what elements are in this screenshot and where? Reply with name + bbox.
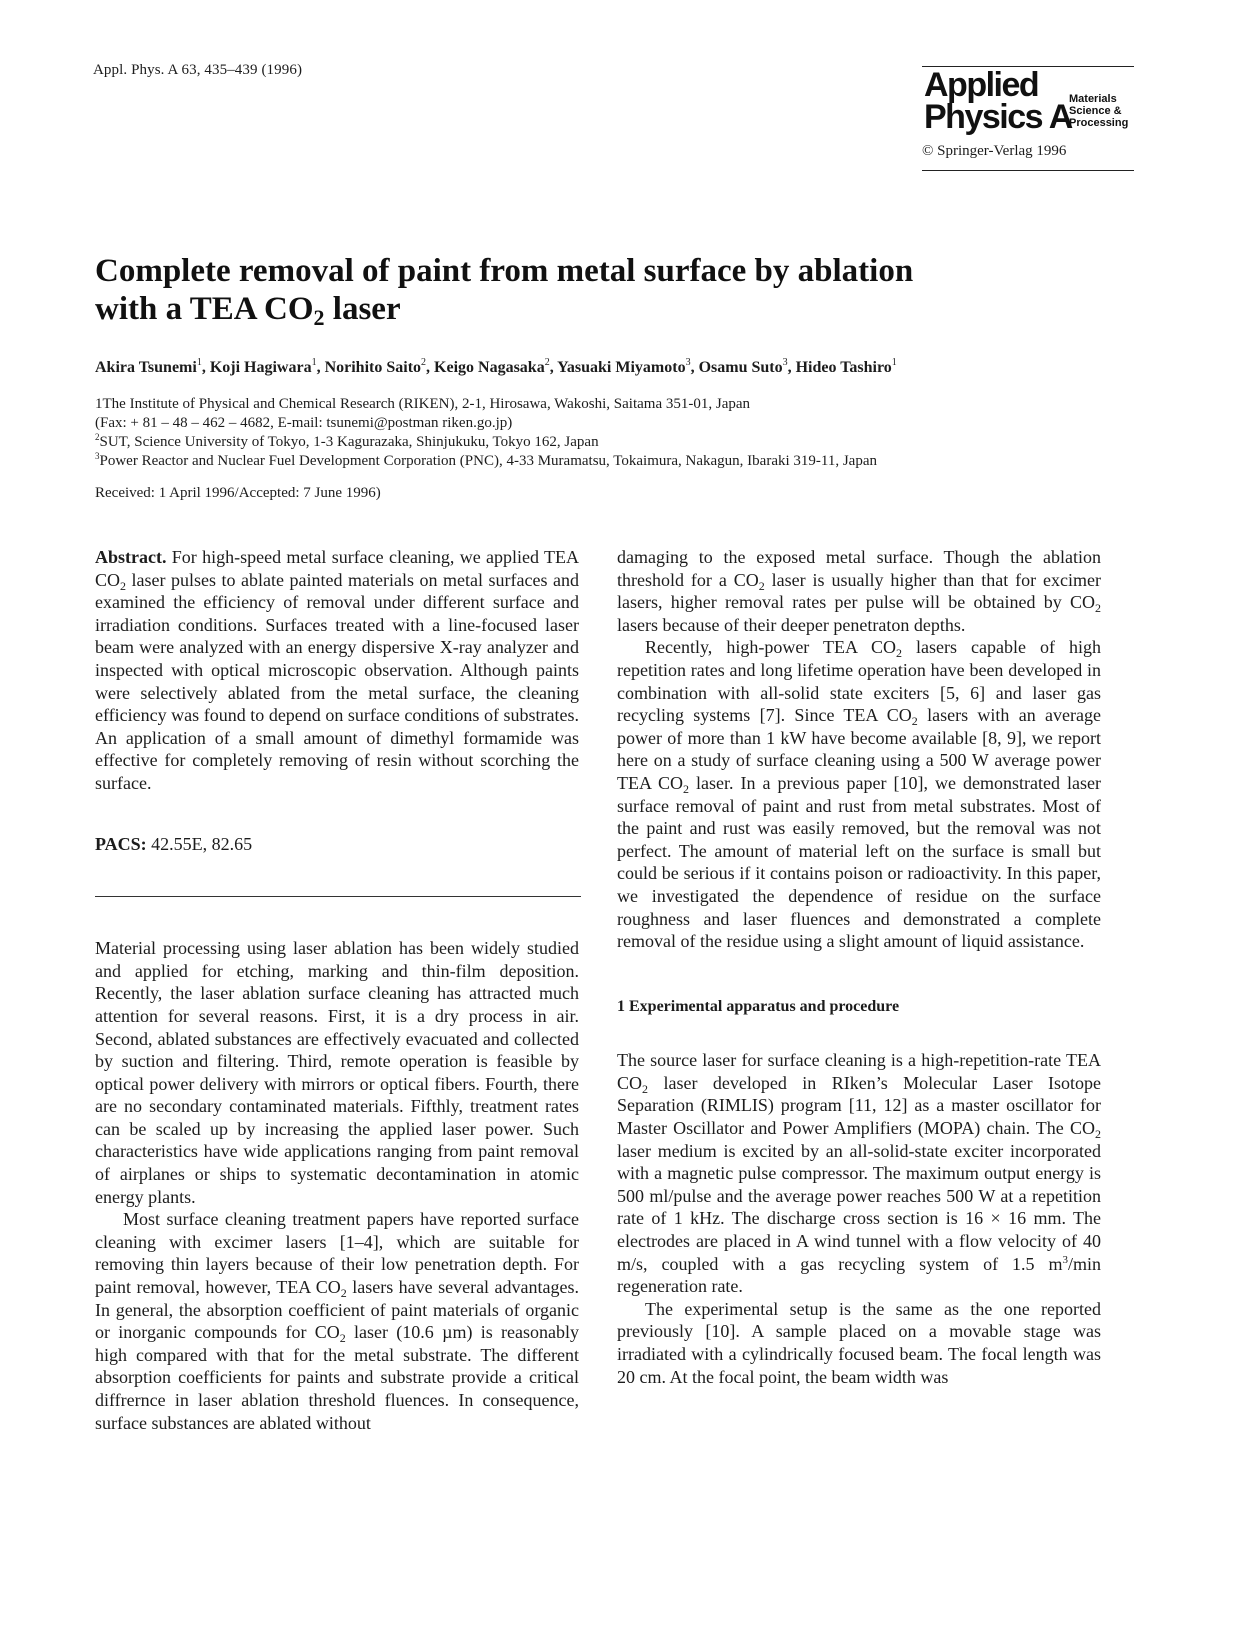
affiliation-text: Power Reactor and Nuclear Fuel Development Corporation (PNC), 4-33 Muramatsu, Tokaimura, Nakagun, Ibaraki 319-11, Japan	[99, 453, 877, 469]
author-affiliation-mark: 1	[311, 357, 317, 368]
affiliation-mark: 2	[95, 432, 100, 442]
logo-sub-line: Processing	[1069, 117, 1129, 129]
logo-bottom-rule	[922, 170, 1134, 171]
author-affiliation-mark: 1	[196, 357, 202, 368]
paragraph-text: The source laser for surface cleaning is a high-repetition-rate TEA CO	[617, 1050, 1101, 1093]
author-name: Osamu Suto	[698, 359, 783, 376]
pacs-value: 42.55E, 82.65	[146, 833, 253, 854]
affiliation-1-contact: (Fax: + 81 – 48 – 462 – 4682, E-mail: tsunemi@postman riken.go.jp)	[95, 415, 513, 431]
paragraph-text: lasers have several advantages. In general, the absorption coefficient of paint materials of organic or inorganic compounds for CO	[95, 1277, 579, 1343]
affiliation-mark: 1	[95, 396, 103, 412]
subscript: 2	[642, 1081, 649, 1096]
journal-logo	[922, 60, 1134, 172]
affiliation-text: SUT, Science University of Tokyo, 1-3 Kagurazaka, Shinjukuku, Tokyo 162, Japan	[99, 434, 599, 450]
received-dates: Received: 1 April 1996/Accepted: 7 June 1996)	[95, 485, 381, 501]
intro-paragraph-3	[617, 636, 1101, 952]
subscript: 2	[339, 1331, 346, 1346]
subscript: 2	[120, 578, 127, 593]
paragraph-text: lasers capable of high repetition rates and long lifetime operation have been developed in combination with all-solid state exciters [5, 6] and laser gas recycling systems [7]. Since TEA CO	[617, 637, 1102, 726]
section-1-paragraph-1	[617, 1049, 1101, 1298]
paragraph-text: lasers with an average power of more than 1 kW have become available [8, 9], we report here on a study of surface cleaning using a 500 W average power TEA CO	[617, 705, 1101, 793]
paragraph-text: Recently, high-power TEA CO	[645, 637, 897, 658]
abstract-text: laser pulses to ablate painted materials on metal surfaces and examined the efficiency of removal under different surface and irradiation conditions. Surfaces treated with a line-focused laser beam were analyzed with an energy dispersive X-ray analyzer and inspected with optical microscopic observation. Although paints were selectively ablated from the metal surface, the cleaning efficiency was found to depend on surface conditions of substrates. An application of a small amount of dimethyl formamide was effective for completely removing of resin without scorching the surface.	[95, 569, 579, 793]
subscript: 2	[1095, 601, 1101, 616]
author-affiliation-mark: 3	[782, 357, 788, 368]
logo-subtitle	[1069, 93, 1128, 129]
title-line-2-pre: with a TEA CO	[95, 291, 314, 327]
logo-word-applied: Applied	[924, 66, 1039, 104]
affiliation-2	[95, 433, 1155, 452]
logo-sub-line: Materials	[1069, 93, 1117, 105]
subscript: 2	[758, 578, 765, 593]
abstract	[95, 546, 579, 795]
intro-paragraph-2-continued	[617, 546, 1101, 636]
affiliation-1	[95, 395, 1155, 414]
left-column	[95, 546, 579, 1434]
title-subscript: 2	[313, 305, 325, 330]
abstract-label: Abstract.	[95, 547, 167, 567]
intro-paragraph-2	[95, 1208, 579, 1434]
author-list: Akira Tsunemi$^1$, Koji Hagiwara$^1$, Norihito Saito$^2$, Keigo Nagasaka$^2$, Yasuaki Miyamoto$^3$, Osamu Suto$^3$, Hideo Tashiro$^1$	[95, 357, 897, 376]
copyright-notice: © Springer-Verlag 1996	[922, 143, 1067, 159]
paragraph-text: /min regeneration rate.	[617, 1253, 1101, 1297]
affiliation-mark: 3	[95, 451, 100, 461]
abstract-divider	[95, 896, 581, 897]
section-1-paragraph-2: The experimental setup is the same as the one reported previously [10]. A sample placed on a movable stage was irradiated with a cylindrically focused beam. The focal length was 20 cm. At the focal point, the beam width was	[617, 1298, 1101, 1387]
paragraph-text: laser (10.6 µm) is reasonably high compared with that for the metal substrate. The different absorption coefficients for paints and substrate provide a critical diffrernce in laser ablation threshold fluences. In consequence, surface substances are ablated without	[95, 1322, 579, 1433]
paragraph-text: lasers because of their deeper penetraton depths.	[617, 614, 966, 635]
logo-word-physics-a: Physics A	[924, 98, 1072, 136]
section-heading: 1 Experimental apparatus and procedure	[617, 997, 900, 1015]
author-affiliation-mark: 2	[544, 357, 550, 368]
author-name: Akira Tsunemi	[95, 359, 197, 376]
paragraph-text: laser. In a previous paper [10], we demonstrated laser surface removal of paint and rust from metal substrates. Most of the paint and rust was easily removed, but the removal was not perfect. The amount of material left on the surface is small but could be serious if it contains poison or radioactivity. In this paper, we investigated the dependence of residue on the surface roughness and laser fluences and demonstrated a complete removal of the residue using a slight amount of liquid assistance.	[617, 772, 1101, 952]
pacs-codes	[95, 833, 579, 856]
logo-sub-line: Science &	[1069, 105, 1122, 117]
abstract-text: For high-speed metal surface cleaning, we applied TEA CO	[95, 547, 579, 590]
affiliation-text: The Institute of Physical and Chemical Research (RIKEN), 2-1, Hirosawa, Wakoshi, Saitama 351-01, Japan	[102, 396, 751, 412]
author-affiliation-mark: 3	[685, 357, 691, 368]
paragraph-text: Most surface cleaning treatment papers have reported surface cleaning with excimer lasers [1–4], which are suitable for removing thin layers because of their low penetration depth. For paint removal, however, TEA CO	[95, 1209, 579, 1298]
author-name: Norihito Saito	[324, 359, 422, 376]
paragraph-text: damaging to the exposed metal surface. Though the ablation threshold for a CO	[617, 547, 1101, 590]
affiliation-3	[95, 452, 1155, 471]
title-line-2-post: laser	[324, 291, 401, 327]
subscript: 2	[896, 646, 903, 661]
author-name: Keigo Nagasaka	[434, 359, 545, 376]
author-affiliation-mark: 1	[891, 357, 897, 368]
paragraph-text: laser medium is excited by an all-solid-state exciter incorporated with a magnetic pulse compressor. The maximum output energy is 500 ml/pulse and the average power reaches 500 W at a repetition rate of 1 kHz. The discharge cross section is 16 × 16 mm. The electrodes are placed in A wind tunnel with a flow velocity of 40 m/s, coupled with a gas recycling system of 1.5 m	[617, 1140, 1101, 1274]
subscript: 2	[340, 1286, 347, 1301]
affiliations	[95, 395, 1155, 471]
author-name: Yasuaki Miyamoto	[557, 359, 686, 376]
paper-title	[95, 252, 1075, 328]
pacs-label: PACS:	[95, 833, 147, 854]
journal-citation: Appl. Phys. A 63, 435–439 (1996)	[93, 62, 303, 78]
author-name: Koji Hagiwara	[209, 359, 312, 376]
intro-paragraph-1: Material processing using laser ablation has been widely studied and applied for etching, marking and thin-film deposition. Recently, the laser ablation surface cleaning has attracted much attention for several reasons. First, it is a dry process in air. Second, ablated substances are effectively evacuated and collected by suction and filtering. Third, remote operation is feasible by optical power delivery with mirrors or optical fibers. Fourth, there are no secondary contaminated materials. Fifthly, treatment rates can be scaled up by increasing the applied laser power. Such characteristics have wide applications ranging from paint removal of airplanes or ships to systematic decontamination in atomic energy plants.	[95, 938, 579, 1207]
title-line-1: Complete removal of paint from metal surface by ablation	[95, 253, 914, 289]
paragraph-text: laser is usually higher than that for excimer lasers, higher removal rates per pulse will be obtained by CO	[617, 569, 1101, 613]
author-name: Hideo Tashiro	[795, 359, 892, 376]
paragraph-text: laser developed in RIken’s Molecular Laser Isotope Separation (RIMLIS) program [11, 12] as a master oscillator for Master Oscillator and Power Amplifiers (MOPA) chain. The CO	[617, 1072, 1101, 1139]
right-column	[617, 546, 1101, 1388]
subscript: 2	[911, 714, 918, 729]
superscript: 3	[1062, 1253, 1068, 1266]
subscript: 2	[1095, 1127, 1101, 1142]
subscript: 2	[683, 781, 690, 796]
author-affiliation-mark: 2	[421, 357, 427, 368]
